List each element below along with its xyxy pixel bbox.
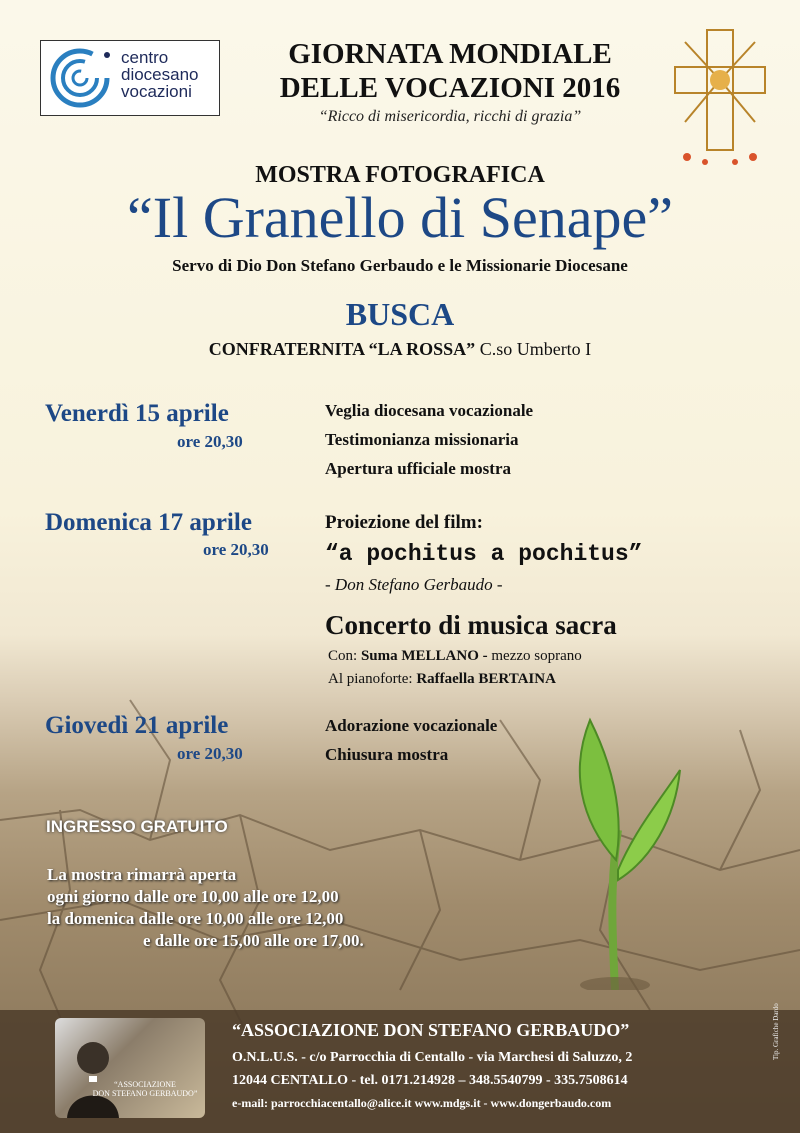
hours-line-2: ogni giorno dalle ore 10,00 alle ore 12,00 <box>47 887 339 906</box>
logo <box>40 40 220 116</box>
spiral-logo-icon <box>47 47 113 109</box>
printer-credit: Tip. Grafiche Dardo <box>772 1003 780 1060</box>
performer-name: Suma MELLANO - <box>360 648 488 664</box>
logo-line-3: vocazioni <box>121 82 192 101</box>
exhibit-title: “Il Granello di Senape” <box>127 185 673 250</box>
event-2-day: Domenica 17 aprile <box>45 509 252 536</box>
pianist-name: Raffaella BERTAINA <box>416 671 556 687</box>
footer-line-3: e-mail: parrocchiacentallo@alice.it www.mdgs.it - www.dongerbaudo.com <box>232 1096 612 1110</box>
performer-role: mezzo soprano <box>491 648 582 664</box>
event-2-time: ore 20,30 <box>203 540 269 559</box>
header-title-line-2: DELLE VOCAZIONI 2016 <box>279 72 621 104</box>
event-1-time: ore 20,30 <box>177 432 243 451</box>
logo-text <box>121 49 199 100</box>
pianist-line <box>328 671 556 688</box>
film-label: Proiezione del film: <box>325 512 483 533</box>
footer-line-1: O.N.L.U.S. - c/o Parrocchia di Centallo - via Marchesi di Saluzzo, 2 <box>232 1050 633 1065</box>
pianist-label: Al pianoforte: <box>328 671 413 687</box>
photo-caption-1: “ASSOCIAZIONE <box>114 1080 176 1089</box>
exhibit-subtitle: MOSTRA FOTOGRAFICA <box>255 162 545 188</box>
event-3-time: ore 20,30 <box>177 744 243 763</box>
hours-line-1: La mostra rimarrà aperta <box>47 865 237 884</box>
performer-label: Con: <box>328 648 358 664</box>
venue-place: CONFRATERNITA “LA ROSSA” <box>208 339 476 359</box>
event-3-day: Giovedì 21 aprile <box>45 712 229 739</box>
association-photo <box>55 1018 205 1118</box>
hours-line-4: e dalle ore 15,00 alle ore 17,00. <box>143 931 364 950</box>
event-1-item-3: Apertura ufficiale mostra <box>325 459 512 478</box>
event-1-day: Venerdì 15 aprile <box>45 400 229 427</box>
event-3-item-2: Chiusura mostra <box>325 745 449 764</box>
footer-line-2: 12044 CENTALLO - tel. 0171.214928 – 348.5540799 - 335.7508614 <box>232 1073 628 1088</box>
event-3-item-1: Adorazione vocazionale <box>325 716 498 735</box>
performer-line <box>328 648 582 665</box>
portrait-icon <box>55 1018 205 1118</box>
association-name: “ASSOCIAZIONE DON STEFANO GERBAUDO” <box>232 1020 630 1040</box>
hours-line-3: la domenica dalle ore 10,00 alle ore 12,00 <box>47 909 344 928</box>
header-title-line-1: GIORNATA MONDIALE <box>288 38 612 70</box>
event-1-item-2: Testimonianza missionaria <box>325 430 519 449</box>
logo-line-2: diocesano <box>121 65 199 84</box>
logo-line-1: centro <box>121 48 169 67</box>
film-title: “a pochitus a pochitus” <box>325 541 643 567</box>
venue-address: C.so Umberto I <box>479 339 592 359</box>
concert-title: Concerto di musica sacra <box>325 610 617 640</box>
cross-emblem-icon <box>665 22 775 172</box>
venue-city: BUSCA <box>345 296 455 332</box>
film-author: - Don Stefano Gerbaudo - <box>325 575 503 594</box>
sprout-icon <box>540 710 690 990</box>
event-1-item-1: Veglia diocesana vocazionale <box>325 401 534 420</box>
header-motto: “Ricco di misericordia, ricchi di grazia” <box>318 108 582 125</box>
entry-free-label: INGRESSO GRATUITO <box>46 817 228 836</box>
venue-line <box>0 339 800 360</box>
photo-caption-2: DON STEFANO GERBAUDO” <box>92 1089 198 1098</box>
exhibit-tagline: Servo di Dio Don Stefano Gerbaudo e le Missionarie Diocesane <box>172 256 628 275</box>
